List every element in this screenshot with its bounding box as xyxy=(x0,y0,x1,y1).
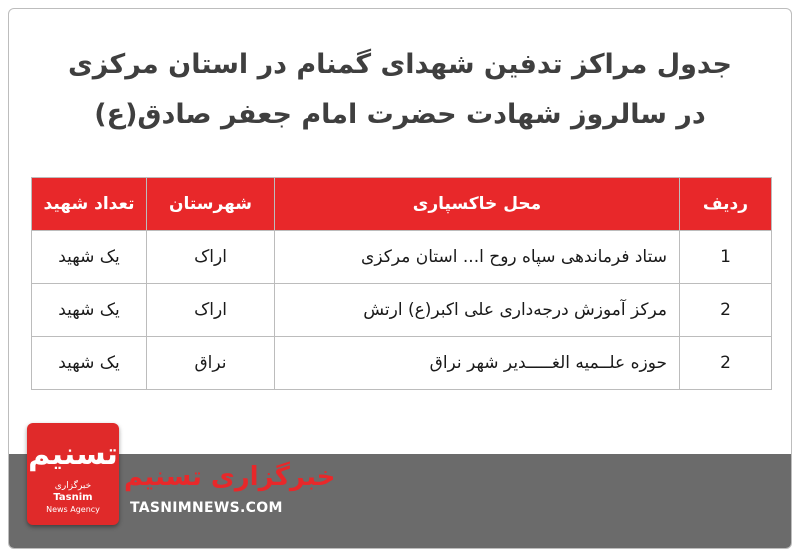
tasnim-logo xyxy=(27,423,119,525)
city: اراک xyxy=(147,231,275,284)
burial-place: مرکز آموزش درجه‌داری علی اکبر(ع) ارتش xyxy=(275,284,680,337)
table-row xyxy=(32,231,772,284)
table-header-row xyxy=(32,178,772,231)
table-row xyxy=(32,337,772,390)
logo-caption-sub: News Agency xyxy=(46,505,100,514)
row-number: 2 xyxy=(680,337,772,390)
martyr-count: یک شهید xyxy=(32,337,147,390)
website-url: TASNIMNEWS.COM xyxy=(130,500,283,516)
burial-place: حوزه علــمیه الغـــــدیر شهر نراق xyxy=(275,337,680,390)
burial-centers-table xyxy=(31,177,772,390)
logo-calligraphy: تسنیم xyxy=(28,437,118,472)
logo-caption-fa: خبرگزاری xyxy=(54,481,92,491)
header-city: شهرستان xyxy=(147,178,275,231)
city: نراق xyxy=(147,337,275,390)
city: اراک xyxy=(147,284,275,337)
row-number: 2 xyxy=(680,284,772,337)
martyr-count: یک شهید xyxy=(32,231,147,284)
logo-caption-en: Tasnim xyxy=(53,492,93,503)
table-row xyxy=(32,284,772,337)
brand-name: خبرگزاری تسنیم xyxy=(124,462,336,492)
title-line-1: جدول مراکز تدفین شهدای گمنام در استان مرکزی xyxy=(68,49,732,80)
header-martyr-count: تعداد شهید xyxy=(32,178,147,231)
title-line-2: در سالروز شهادت حضرت امام جعفر صادق(ع) xyxy=(94,99,706,130)
row-number: 1 xyxy=(680,231,772,284)
header-row-number: ردیف xyxy=(680,178,772,231)
header-burial-place: محل خاکسپاری xyxy=(275,178,680,231)
burial-place: ستاد فرماندهی سپاه روح ا... استان مرکزی xyxy=(275,231,680,284)
martyr-count: یک شهید xyxy=(32,284,147,337)
